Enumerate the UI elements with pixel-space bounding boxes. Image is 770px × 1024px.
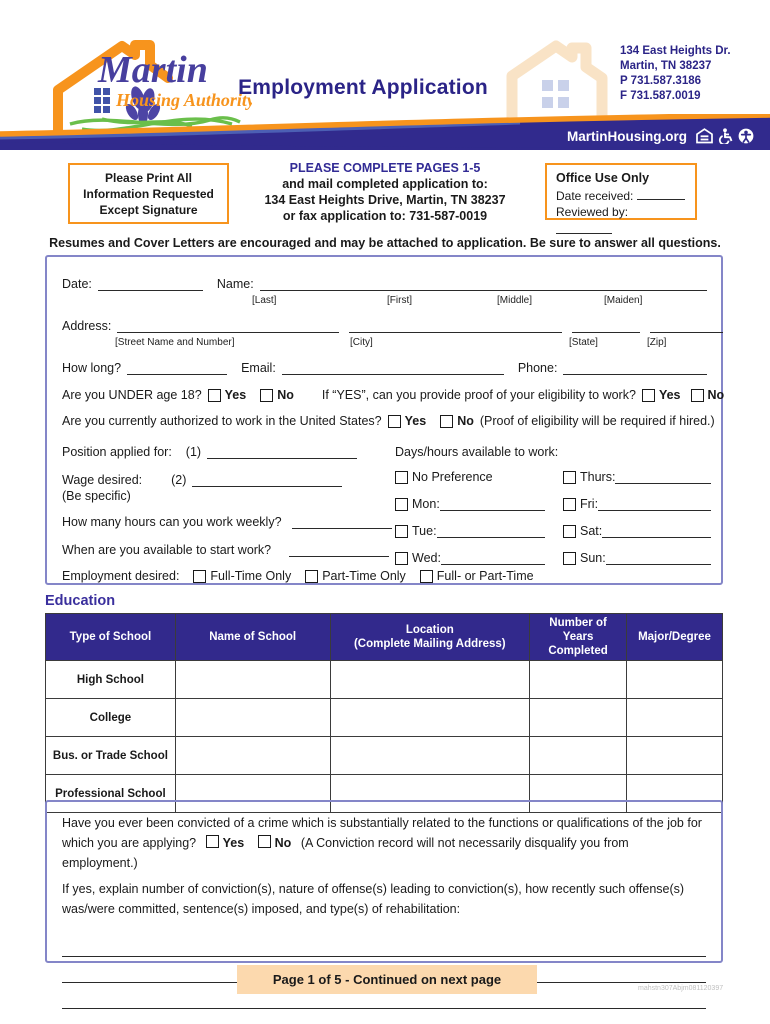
row-label-trade-school: Bus. or Trade School [46,737,176,775]
address-state-line[interactable] [572,319,640,333]
col-name-of-school: Name of School [175,614,330,661]
start-question: When are you available to start work? [62,543,272,557]
under18-no-checkbox[interactable] [260,389,273,402]
education-cell[interactable] [627,699,723,737]
row-label-college: College [46,699,176,737]
under18-question: Are you UNDER age 18? [62,388,202,402]
address-street-line[interactable] [117,319,339,333]
phone-label: Phone: [517,361,558,375]
day-fri-checkbox[interactable] [563,498,576,511]
date-received-line[interactable] [637,186,685,200]
page-footer-banner: Page 1 of 5 - Continued on next page [237,965,537,994]
equal-housing-icon [696,128,713,144]
address-sublabel-city: [City] [350,337,373,348]
education-cell[interactable] [530,737,627,775]
education-cell[interactable] [530,661,627,699]
email-line[interactable] [282,361,504,375]
day-mon-checkbox[interactable] [395,498,408,511]
col-years-completed: Number of Years Completed [530,614,627,661]
email-label: Email: [241,361,276,375]
name-sublabel-maiden: [Maiden] [604,295,643,306]
position2-line[interactable] [192,473,342,487]
table-row [46,737,723,775]
proof-yes-checkbox[interactable] [642,389,655,402]
day-tue-checkbox[interactable] [395,525,408,538]
day-sun-line[interactable] [606,551,711,565]
proof-no-checkbox[interactable] [691,389,704,402]
education-cell[interactable] [175,737,330,775]
day-sat-line[interactable] [602,524,711,538]
wage-note: (Be specific) [62,489,131,503]
education-cell[interactable] [330,661,530,699]
education-cell[interactable] [627,737,723,775]
contact-block [620,44,731,104]
address-sublabel-street: [Street Name and Number] [115,337,235,348]
education-table [45,613,723,813]
employment-desired-label: Employment desired: [62,569,180,583]
office-use-box: Office Use Only Date received: Reviewed by: [545,163,697,220]
day-nopreference-checkbox[interactable] [395,471,408,484]
name-label: Name: [216,277,254,291]
page-title: Employment Application [238,76,488,99]
contact-fax: F 731.587.0019 [620,90,701,102]
parttime-checkbox[interactable] [305,570,318,583]
table-row [46,661,723,699]
day-fri-line[interactable] [598,497,711,511]
row-label-high-school: High School [46,661,176,699]
wage-label: Wage desired: [62,473,143,487]
website-link[interactable]: MartinHousing.org [567,128,687,144]
address-sublabel-state: [State] [569,337,598,348]
authorized-yes-checkbox[interactable] [388,415,401,428]
applicant-info-section: Date: Name: [Last] [First] [Middle] [Maiden] Address: [Street Name and Number] [City] [State] [Zip] How long? Email: Phone: Are you UNDER age 18? Yes No If “YES”, can you provide proof of your eligibility to work? Yes No Are you currently authorized to work in the United States? Yes No (Proof of eligibility will be required if hired.) Position applied for: (1) Wage desired: (2) (Be specific) How many hours can you work weekly? When are you available to start work? Days/hours available to work: No Preference Thurs: Mon: Fri: Tue: Sat: Wed: Sun: Employment desired: Full-Time Only Part-Time Only Full- or Part-Time [45,255,723,585]
conviction-answer-line[interactable] [62,931,706,957]
row-label-professional-school: Professional School [46,775,176,813]
conviction-note: (A Conviction record will not necessarily disqualify you from employment.) [62,836,629,870]
education-cell[interactable] [175,699,330,737]
resume-notice: Resumes and Cover Letters are encouraged and may be attached to application. Be sure to answer all questions. [49,236,721,250]
start-line[interactable] [289,543,389,557]
day-sat-checkbox[interactable] [563,525,576,538]
day-sun-checkbox[interactable] [563,552,576,565]
address-sublabel-zip: [Zip] [647,337,667,348]
education-heading: Education [45,593,116,609]
position-label: Position applied for: [62,445,172,459]
how-long-line[interactable] [127,361,227,375]
date-label: Date: [62,277,92,291]
col-type-of-school: Type of School [46,614,176,661]
phone-line[interactable] [563,361,707,375]
hours-line[interactable] [292,515,392,529]
name-sublabel-last: [Last] [252,295,277,306]
mailing-instructions: PLEASE COMPLETE PAGES 1-5 and mail completed application to: 134 East Heights Drive, Martin, TN 38237 or fax application to: 731-587-0019 [237,160,533,224]
how-long-label: How long? [62,361,122,375]
address-label: Address: [62,319,112,333]
education-cell[interactable] [627,661,723,699]
education-cell[interactable] [330,699,530,737]
days-hours-header: Days/hours available to work: [395,445,559,459]
name-sublabel-first: [First] [387,295,412,306]
proof-question: If “YES”, can you provide proof of your eligibility to work? [321,388,636,402]
day-wed-checkbox[interactable] [395,552,408,565]
contact-phone: P 731.587.3186 [620,75,702,87]
name-line[interactable] [260,277,707,291]
education-cell[interactable] [330,737,530,775]
day-wed-line[interactable] [441,551,545,565]
logo-tagline-text: Housing Authority [116,90,252,110]
full-or-part-checkbox[interactable] [420,570,433,583]
reviewed-by-line[interactable] [556,220,612,234]
col-major-degree: Major/Degree [627,614,723,661]
conviction-section [45,800,723,963]
conviction-no-checkbox[interactable] [258,835,271,848]
contact-address-line2: Martin, TN 38237 [620,60,712,72]
conviction-question: Have you ever been convicted of a crime which is substantially related to the functions or qualifications of the job for which you are applying? Yes No (A Conviction record will not necessarily disqualify you from employment.) [62,816,702,870]
authorized-question: Are you currently authorized to work in the United States? [62,414,382,428]
position1-line[interactable] [207,445,357,459]
address-city-line[interactable] [349,319,562,333]
day-thurs-checkbox[interactable] [563,471,576,484]
name-sublabel-middle: [Middle] [497,295,533,306]
day-mon-line[interactable] [440,497,545,511]
accessibility-person-icon [738,128,754,144]
education-header-row [46,614,723,661]
wheelchair-icon [718,128,733,144]
date-line[interactable] [98,277,203,291]
education-cell[interactable] [175,661,330,699]
under18-yes-checkbox[interactable] [208,389,221,402]
day-tue-line[interactable] [437,524,545,538]
hours-question: How many hours can you work weekly? [62,515,282,529]
address-zip-line[interactable] [650,319,723,333]
contact-address-line1: 134 East Heights Dr. [620,45,731,57]
print-instructions-box: Please Print All Information Requested Except Signature [68,163,229,224]
education-cell[interactable] [530,699,627,737]
col-location: Location (Complete Mailing Address) [330,614,530,661]
logo-name-text: Martin [98,49,208,91]
complete-pages-text: PLEASE COMPLETE PAGES 1-5 [289,161,481,175]
office-use-title: Office Use Only [556,171,650,185]
document-id: mahstn307Abjm081120397 [638,985,724,992]
conviction-yes-checkbox[interactable] [206,835,219,848]
fulltime-checkbox[interactable] [193,570,206,583]
authorized-note: (Proof of eligibility will be required if hired.) [479,414,715,428]
day-thurs-line[interactable] [615,470,711,484]
conviction-explain-prompt: If yes, explain number of conviction(s), nature of offense(s) leading to conviction(s), how recently such offense(s) was/were committed, sentence(s) imposed, and type(s) of rehabilitation: [62,882,685,916]
authorized-no-checkbox[interactable] [440,415,453,428]
table-row [46,699,723,737]
